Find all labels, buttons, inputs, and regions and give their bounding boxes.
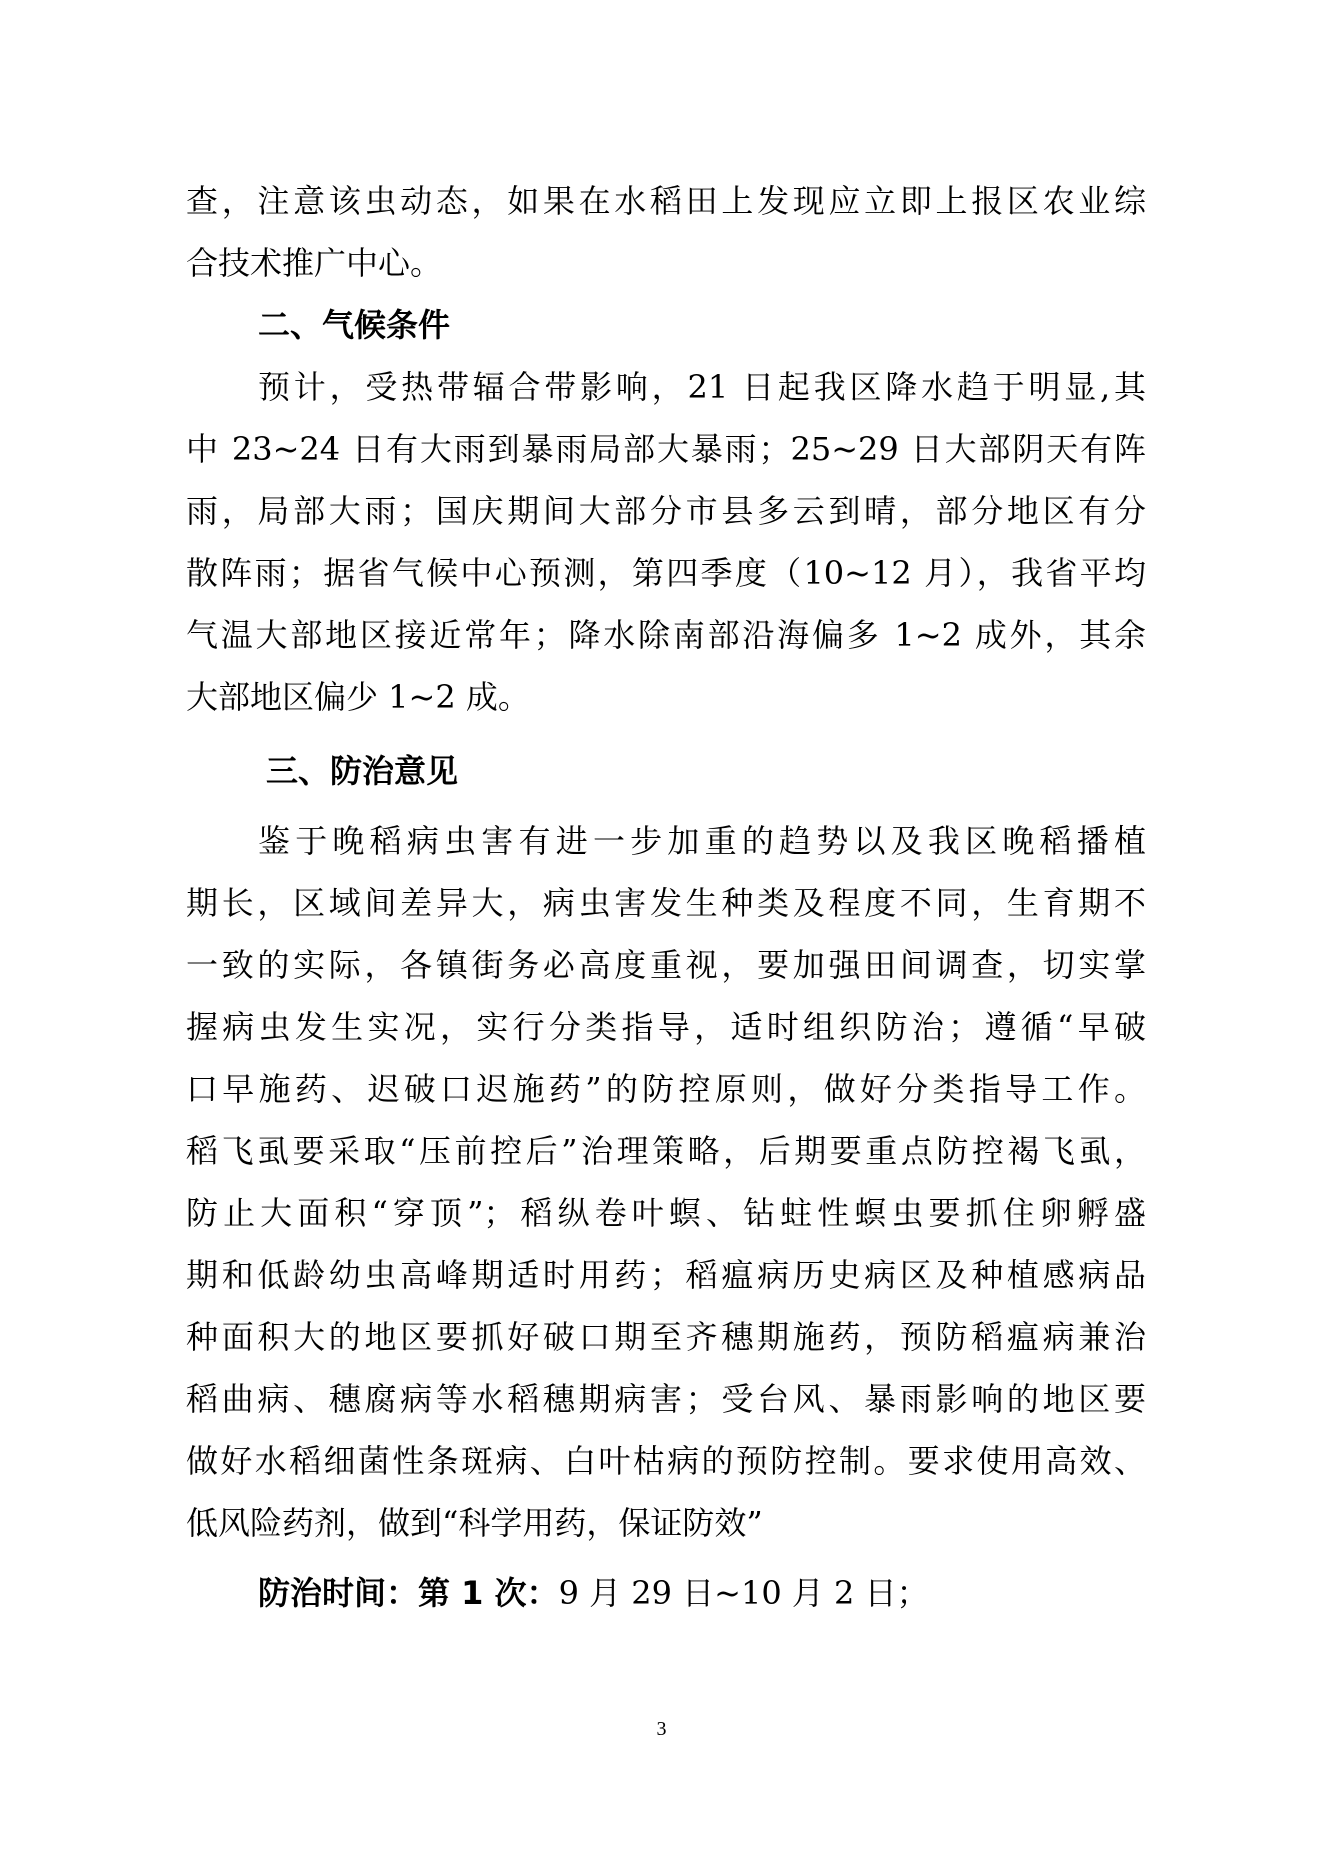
body-line: 大部地区偏少 1~2 成。 [186,678,530,716]
body-line: 口早施药、迟破口迟施药”的防控原则，做好分类指导工作。 [186,1070,1146,1108]
body-line: 雨，局部大雨；国庆期间大部分市县多云到晴，部分地区有分 [186,492,1146,530]
page-number: 3 [656,1718,667,1740]
section-heading-control: 三、防治意见 [266,752,459,790]
control-timing-label: 防治时间：第 1 次： [258,1574,559,1612]
control-timing-line [186,1562,1146,1624]
body-line: 查，注意该虫动态，如果在水稻田上发现应立即上报区农业综 [186,182,1146,220]
body-line: 预计，受热带辐合带影响，21 日起我区降水趋于明显,其 [258,368,1146,406]
body-line: 期长，区域间差异大，病虫害发生种类及程度不同，生育期不 [186,884,1146,922]
body-line: 鉴于晚稻病虫害有进一步加重的趋势以及我区晚稻播植 [258,822,1146,860]
body-line: 握病虫发生实况，实行分类指导，适时组织防治；遵循“早破 [186,1008,1146,1046]
body-line: 做好水稻细菌性条斑病、白叶枯病的预防控制。要求使用高效、 [186,1442,1146,1480]
body-line: 稻飞虱要采取“压前控后”治理策略，后期要重点防控褐飞虱， [186,1132,1146,1170]
body-line: 种面积大的地区要抓好破口期至齐穗期施药，预防稻瘟病兼治 [186,1318,1146,1356]
section-heading-climate: 二、气候条件 [258,306,451,344]
control-timing-value: 9 月 29 日~10 月 2 日； [558,1574,929,1612]
body-line: 气温大部地区接近常年；降水除南部沿海偏多 1~2 成外，其余 [186,616,1146,654]
body-line: 防止大面积“穿顶”；稻纵卷叶螟、钻蛀性螟虫要抓住卵孵盛 [186,1194,1146,1232]
body-line: 散阵雨；据省气候中心预测，第四季度（10~12 月），我省平均 [186,554,1146,592]
body-line: 一致的实际，各镇街务必高度重视，要加强田间调查，切实掌 [186,946,1146,984]
body-line: 期和低龄幼虫高峰期适时用药；稻瘟病历史病区及种植感病品 [186,1256,1146,1294]
body-line: 合技术推广中心。 [186,244,443,282]
body-line: 低风险药剂，做到“科学用药，保证防效” [186,1504,763,1542]
body-line: 稻曲病、穗腐病等水稻穗期病害；受台风、暴雨影响的地区要 [186,1380,1146,1418]
body-line: 中 23~24 日有大雨到暴雨局部大暴雨；25~29 日大部阴天有阵 [186,430,1146,468]
document-body [186,170,1146,1624]
